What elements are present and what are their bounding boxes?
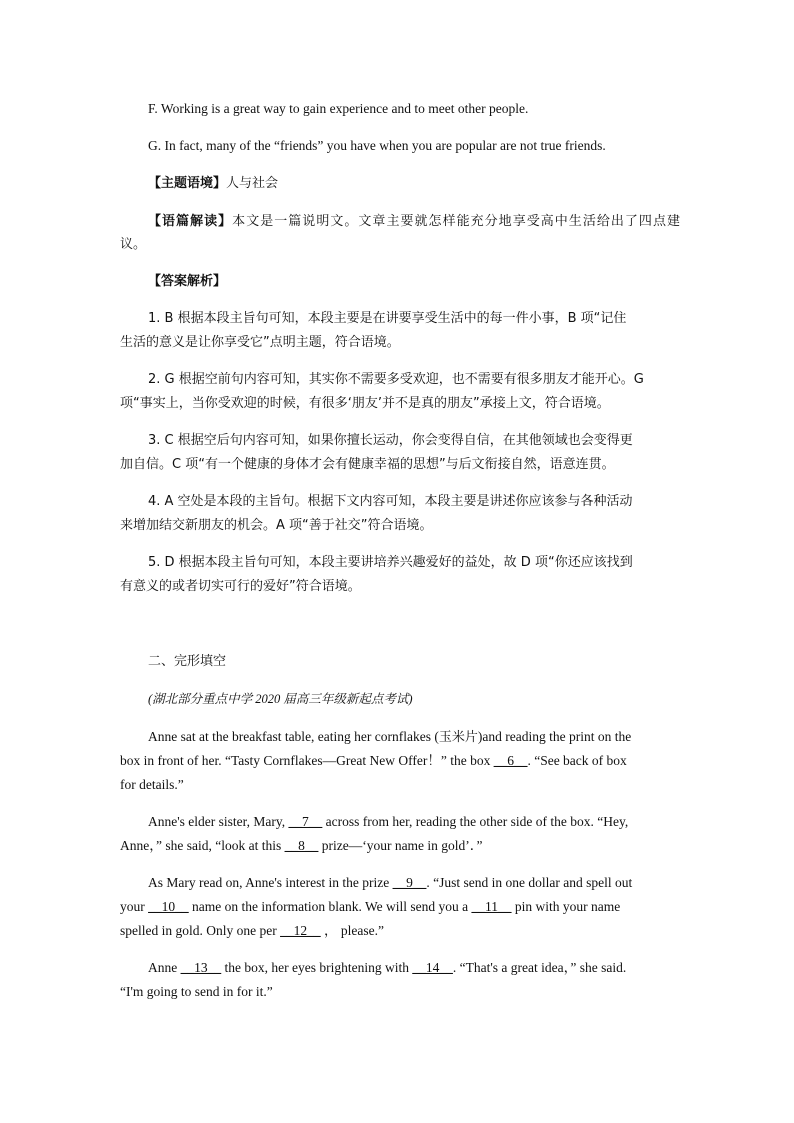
text-segment: prize—‘your name in gold’．” bbox=[321, 838, 483, 853]
interpretation-text: 本文是一篇说明文。文章主要就怎样能充分地享受高中生活给出了四点建 bbox=[232, 214, 680, 229]
option-f: F. Working is a great way to gain experience and to meet other people. bbox=[148, 101, 529, 116]
passage-p1-line-1 bbox=[148, 725, 708, 750]
theme-value: 人与社会 bbox=[226, 176, 279, 191]
text-segment: . “That's a great idea，” she said. bbox=[452, 960, 627, 975]
text-segment: Anne sat at the breakfast table, eating her cornflakes ( bbox=[148, 729, 439, 744]
passage-p4-line-2: “I'm going to send in for it.” bbox=[120, 984, 273, 999]
theme-line bbox=[148, 172, 708, 196]
answer-2-line-2: 项“事实上，当你受欢迎的时候，有很多‘朋友’并不是真的朋友”承接上文，符合语境。 bbox=[120, 396, 610, 411]
interpretation-line-2: 议。 bbox=[120, 237, 147, 252]
answer-5-line-1: 5. D 根据本段主旨句可知，本段主要讲培养兴趣爱好的益处，故 D 项“你还应该找到 bbox=[148, 555, 633, 570]
blank-9: __9__ bbox=[392, 875, 427, 890]
blank-10: __10__ bbox=[148, 899, 189, 914]
text-segment: across from her, reading the other side of the box. “Hey, bbox=[325, 814, 629, 829]
answer-5-line-2: 有意义的或者切实可行的爱好”符合语境。 bbox=[120, 579, 361, 594]
blank-12: __12__ bbox=[280, 923, 321, 938]
text-segment: spelled in gold. Only one per bbox=[120, 923, 277, 938]
section-title: 二、完形填空 bbox=[148, 654, 227, 669]
answers-header: 【答案解析】 bbox=[148, 274, 227, 289]
passage-p1-line-2 bbox=[120, 749, 680, 773]
text-segment: your bbox=[120, 899, 145, 914]
text-segment: . “See back of box bbox=[527, 753, 627, 768]
section-source: (湖北部分重点中学 2020 届高三年级新起点考试) bbox=[148, 692, 413, 706]
blank-13: __13__ bbox=[180, 960, 222, 975]
answer-4-line-1: 4. A 空处是本段的主旨句。根据下文内容可知，本段主要是讲述你应该参与各种活动 bbox=[148, 494, 633, 509]
text-segment: ， please.” bbox=[323, 923, 384, 938]
passage-p3-line-1 bbox=[148, 871, 708, 895]
text-segment: the box, her eyes brightening with bbox=[224, 960, 409, 975]
passage-p3-line-3 bbox=[120, 919, 680, 943]
blank-8: __8__ bbox=[284, 838, 319, 853]
passage-p4-line-1 bbox=[148, 956, 708, 980]
answer-3-line-2: 加自信。C 项“有一个健康的身体才会有健康幸福的思想”与后文衔接自然，语意连贯。 bbox=[120, 457, 615, 472]
interpretation-line-1 bbox=[148, 210, 680, 234]
text-segment: As Mary read on, Anne's interest in the prize bbox=[148, 875, 390, 890]
text-segment: pin with your name bbox=[514, 899, 621, 914]
passage-p1-line-3: for details.” bbox=[120, 777, 184, 792]
text-segment: box in front of her. “Tasty Cornflakes—Great New Offer！” the box bbox=[120, 753, 491, 768]
text-segment: )and reading the print on the bbox=[477, 729, 632, 744]
text-segment: Anne，” she said, “look at this bbox=[120, 838, 282, 853]
passage-p3-line-2 bbox=[120, 895, 680, 919]
passage-p2-line-1 bbox=[148, 810, 708, 834]
answer-1-line-1: 1. B 根据本段主旨句可知，本段主要是在讲要享受生活中的每一件小事，B 项“记住 bbox=[148, 311, 627, 326]
text-segment: Anne bbox=[148, 960, 178, 975]
blank-7: __7__ bbox=[288, 814, 323, 829]
blank-11: __11__ bbox=[471, 899, 512, 914]
text-segment-cjk: 玉米片 bbox=[438, 730, 478, 745]
blank-14: __14__ bbox=[412, 960, 453, 975]
blank-6: __6__ bbox=[493, 753, 528, 768]
answer-3-line-1: 3. C 根据空后句内容可知，如果你擅长运动，你会变得自信，在其他领域也会变得更 bbox=[148, 433, 633, 448]
text-segment: . “Just send in one dollar and spell out bbox=[426, 875, 633, 890]
answer-4-line-2: 来增加结交新朋友的机会。A 项“善于社交”符合语境。 bbox=[120, 518, 433, 533]
text-segment: name on the information blank. We will send you a bbox=[192, 899, 469, 914]
answer-1-line-2: 生活的意义是让你享受它”点明主题，符合语境。 bbox=[120, 335, 400, 350]
text-segment: Anne's elder sister, Mary, bbox=[148, 814, 286, 829]
interpretation-label: 【语篇解读】 bbox=[148, 214, 233, 229]
passage-p2-line-2 bbox=[120, 834, 680, 858]
theme-label: 【主题语境】 bbox=[148, 176, 227, 191]
option-g: G. In fact, many of the “friends” you have when you are popular are not true friends. bbox=[148, 138, 606, 153]
answer-2-line-1: 2. G 根据空前句内容可知，其实你不需要多受欢迎，也不需要有很多朋友才能开心。G bbox=[148, 372, 644, 387]
